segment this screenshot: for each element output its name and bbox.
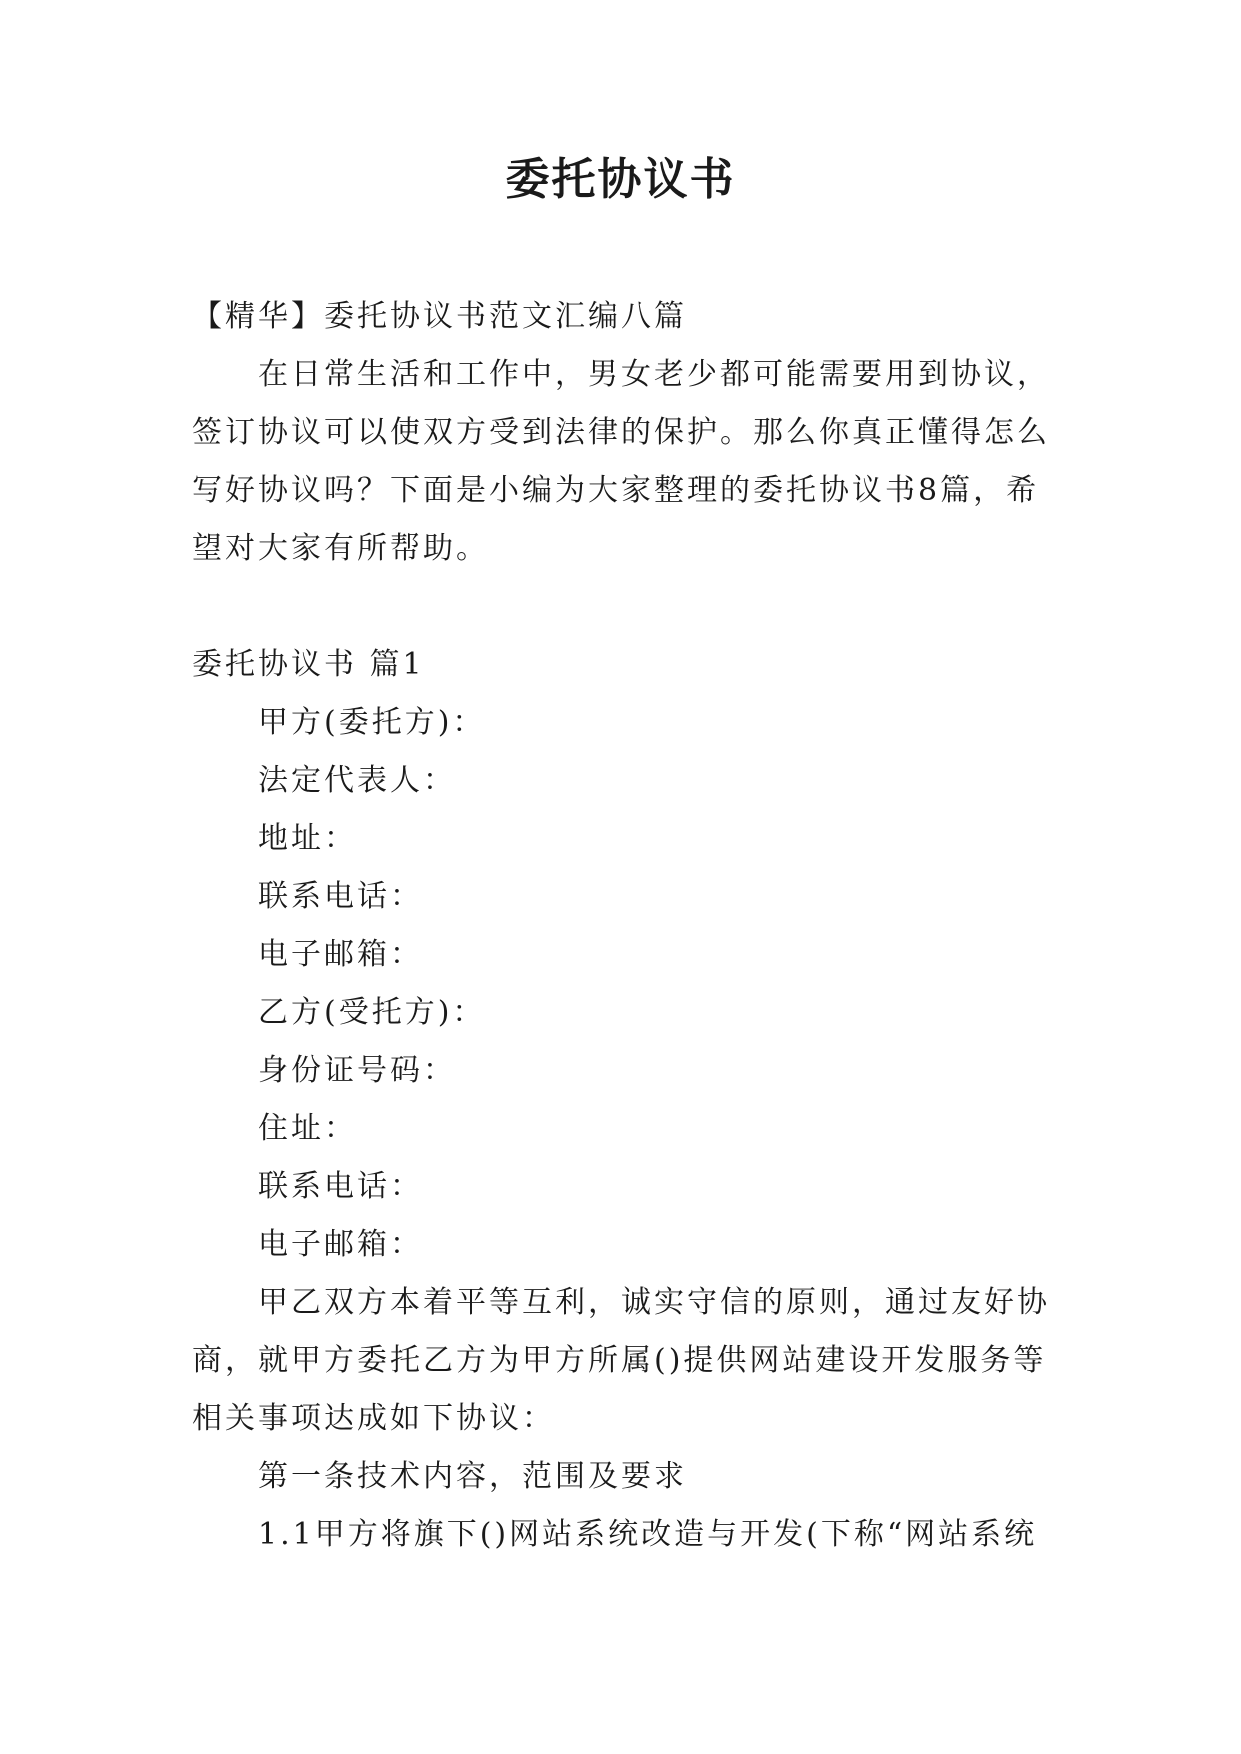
section-heading: 委托协议书 篇1 [192,647,425,682]
field-party-a: 甲方(委托方)： [258,705,486,740]
field-phone-b: 联系电话： [258,1169,423,1204]
field-phone-a: 联系电话： [258,879,423,914]
agreement-paragraph: 甲乙双方本着平等互利，诚实守信的原则，通过友好协商，就甲方委托乙方为甲方所属()提供网站建设开发服务等相关事项达成如下协议： [192,1285,1050,1436]
document-title: 委托协议书 [505,154,736,205]
clause-1-1: 1.1甲方将旗下()网站系统改造与开发(下称“网站系统 [258,1517,1038,1552]
article-one-heading: 第一条技术内容，范围及要求 [258,1459,687,1494]
field-address: 地址： [258,821,357,856]
field-party-b: 乙方(受托方)： [258,995,486,1030]
field-email-a: 电子邮箱： [258,937,423,972]
field-email-b: 电子邮箱： [258,1227,423,1262]
field-legal-representative: 法定代表人： [258,763,456,798]
document-body [192,288,1054,1564]
field-residence: 住址： [258,1111,357,1146]
document-subtitle: 【精华】委托协议书范文汇编八篇 [192,299,687,334]
field-id-number: 身份证号码： [258,1053,456,1088]
paragraph-spacer [192,578,1054,636]
intro-paragraph: 在日常生活和工作中，男女老少都可能需要用到协议，签订协议可以使双方受到法律的保护。那么你真正懂得怎么写好协议吗？下面是小编为大家整理的委托协议书8篇，希望对大家有所帮助。 [192,357,1050,566]
